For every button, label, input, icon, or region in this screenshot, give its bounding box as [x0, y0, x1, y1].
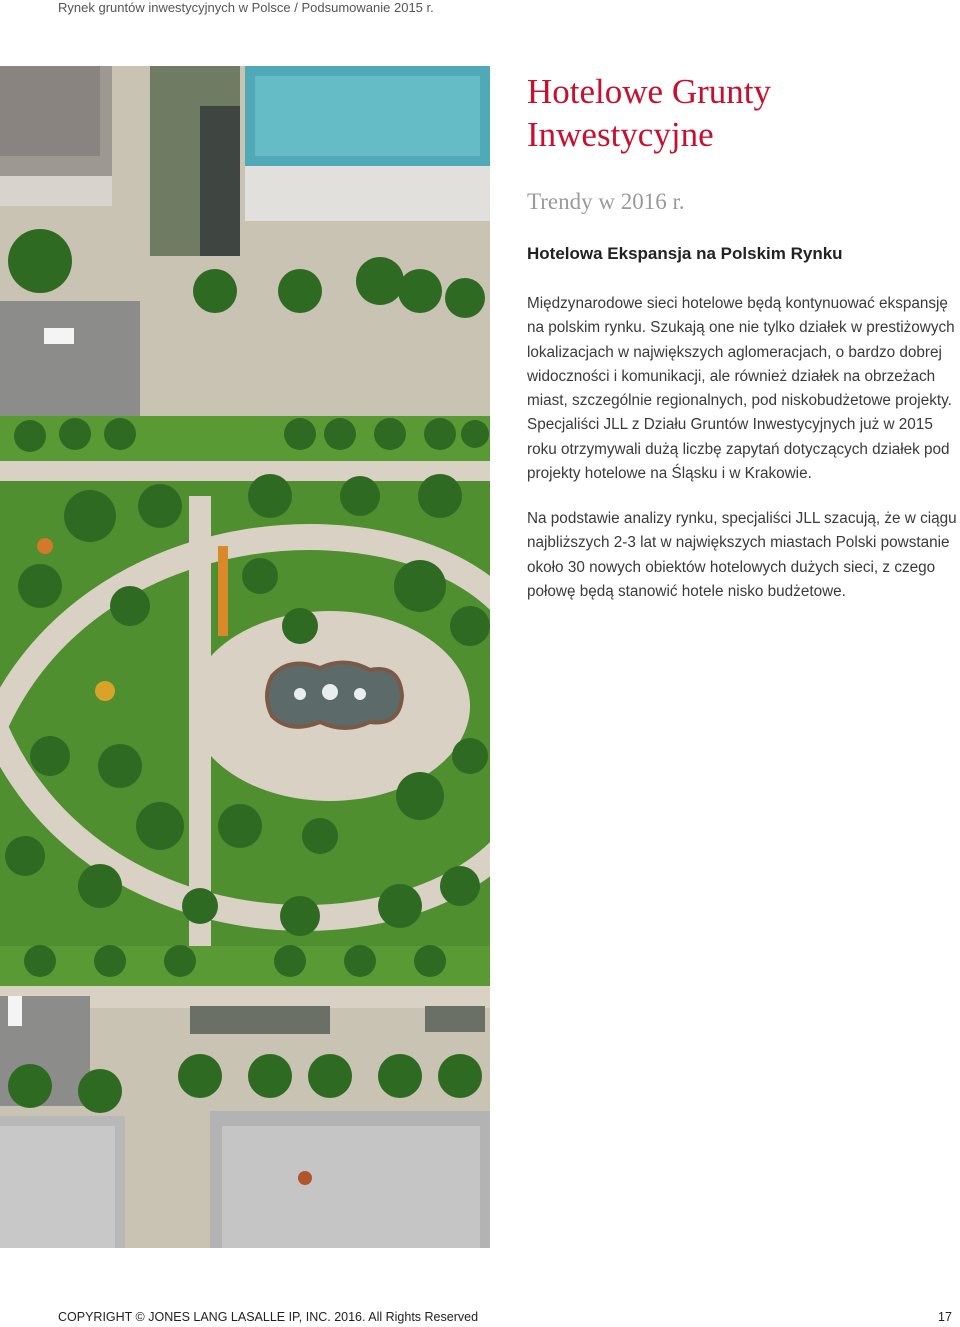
page-number: 17 — [938, 1310, 952, 1324]
footer-copyright: COPYRIGHT © JONES LANG LASALLE IP, INC. 2016. All Rights Reserved — [58, 1310, 479, 1324]
section-heading: Hotelowa Ekspansja na Polskim Rynku — [527, 244, 843, 263]
aerial-park-photo — [0, 66, 490, 1248]
running-header: Rynek gruntów inwestycyjnych w Polsce / Podsumowanie 2015 r. — [58, 0, 434, 15]
body-paragraph: Na podstawie analizy rynku, specjaliści JLL szacują, że w ciągu najbliższych 2-3 lat w największych miastach Polski powstanie około 30 nowych obiektów hotelowych dużych sieci, z czego połowę będą stanowić hotele nisko budżetowe. — [527, 510, 957, 600]
article-subtitle: Trendy w 2016 r. — [527, 189, 685, 214]
article-title: Hotelowe Grunty Inwestycyjne — [527, 72, 771, 154]
body-paragraph: Międzynarodowe sieci hotelowe będą kontynuować ekspansję na polskim rynku. Szukają one nie tylko działek w prestiżowych lokalizacjach w największych aglomeracjach, o bardzo dobrej widoczności i komunikacji, ale również działek na obrzeżach miast, szczególnie regionalnych, pod niskobudżetowe projekty. Specjaliści JLL z Działu Gruntów Inwestycyjnych już w 2015 roku otrzymywali dużą liczbę zapytań dotyczących działek pod projekty hotelowe na Śląsku i w Krakowie. — [527, 295, 955, 483]
aerial-park-illustration — [0, 66, 490, 1248]
